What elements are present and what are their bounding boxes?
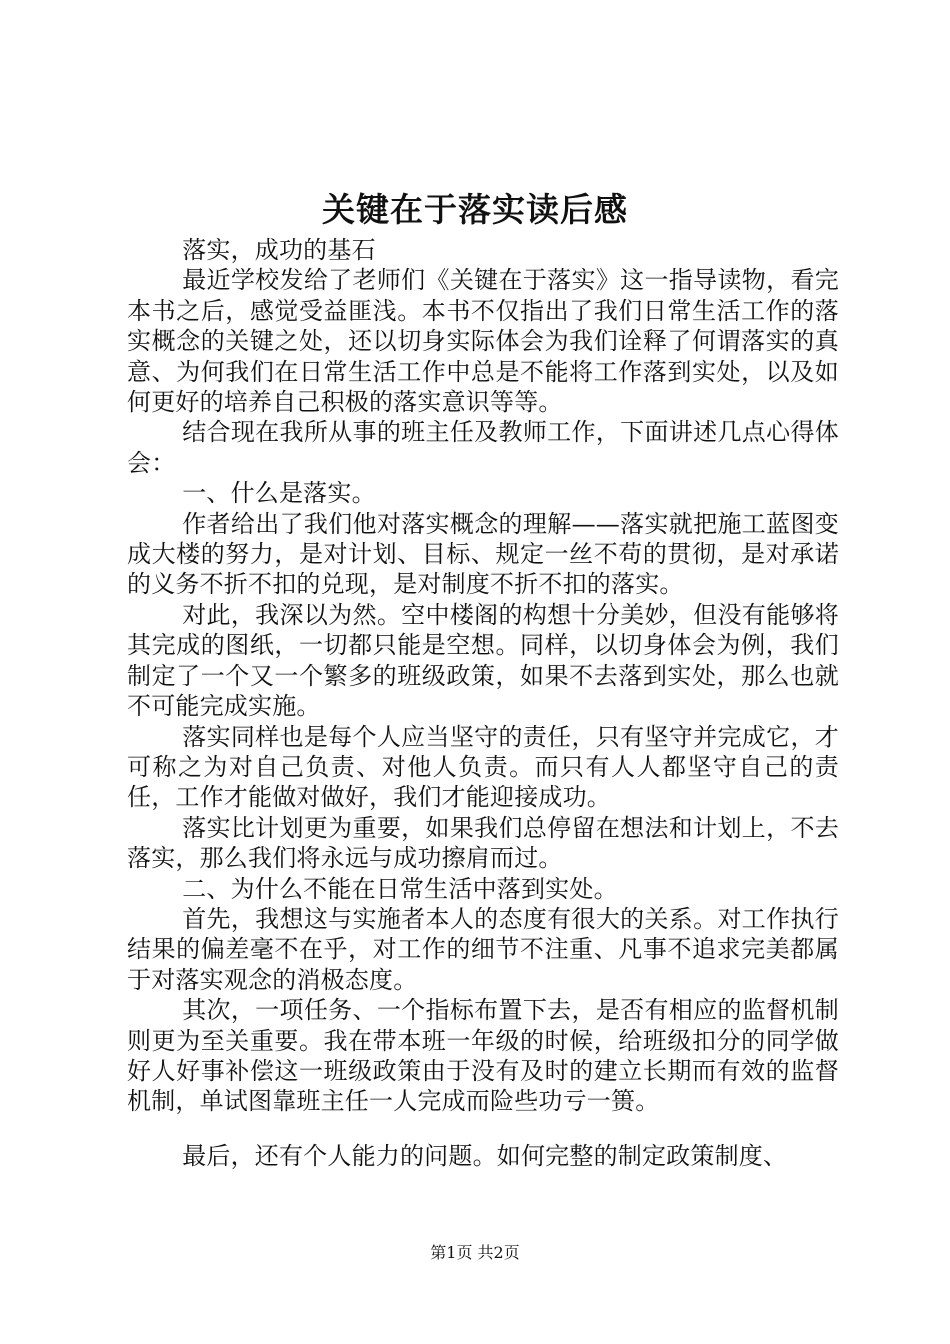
- paragraph-supervision: 其次，一项任务、一个指标布置下去，是否有相应的监督机制则更为至关重要。我在带本班一年级的时候，给班级扣分的同学做好人好事补偿这一班级政策由于没有及时的建立长期而有效的监督机制，单试图靠班主任一人完成而险些功亏一篑。: [127, 996, 839, 1116]
- paragraph-ability: 最后，还有个人能力的问题。如何完整的制定政策制度、: [182, 1141, 788, 1170]
- paragraph-context: 结合现在我所从事的班主任及教师工作，下面讲述几点心得体会：: [127, 418, 839, 477]
- document-body: [127, 235, 839, 1171]
- document-title: 关键在于落实读后感: [322, 190, 628, 229]
- paragraph-subtitle: 落实，成功的基石: [182, 236, 376, 264]
- paragraph-intro: 最近学校发给了老师们《关键在于落实》这一指导读物，看完本书之后，感觉受益匪浅。本书不仅指出了我们日常生活工作的落实概念的关键之处，还以切身实际体会为我们诠释了何谓落实的真意、为何我们在日常生活工作中总是不能将工作落到实处，以及如何更好的培养自己积极的落实意识等等。: [127, 266, 839, 417]
- paragraph-agreement: 对此，我深以为然。空中楼阁的构想十分美妙，但没有能够将其完成的图纸，一切都只能是空想。同样，以切身体会为例，我们制定了一个又一个繁多的班级政策，如果不去落到实处，那么也就不可能完成实施。: [127, 600, 839, 721]
- paragraph-responsibility: 落实同样也是每个人应当坚守的责任，只有坚守并完成它，才可称之为对自己负责、对他人负责。而只有人人都坚守自己的责任，工作才能做对做好，我们才能迎接成功。: [127, 722, 839, 812]
- paragraph-definition: 作者给出了我们他对落实概念的理解——落实就把施工蓝图变成大楼的努力，是对计划、目标、规定一丝不苟的贯彻，是对承诺的义务不折不扣的兑现，是对制度不折不扣的落实。: [127, 509, 839, 599]
- section-heading-1: 一、什么是落实。: [182, 479, 376, 508]
- paragraph-importance: 落实比计划更为重要，如果我们总停留在想法和计划上，不去落实，那么我们将永远与成功擦肩而过。: [127, 813, 839, 873]
- paragraph-attitude: 首先，我想这与实施者本人的态度有很大的关系。对工作执行结果的偏差毫不在乎，对工作的细节不注重、凡事不追求完美都属于对落实观念的消极态度。: [127, 904, 839, 994]
- page-footer: 第1页 共2页: [430, 1243, 520, 1262]
- section-heading-2: 二、为什么不能在日常生活中落到实处。: [182, 874, 618, 903]
